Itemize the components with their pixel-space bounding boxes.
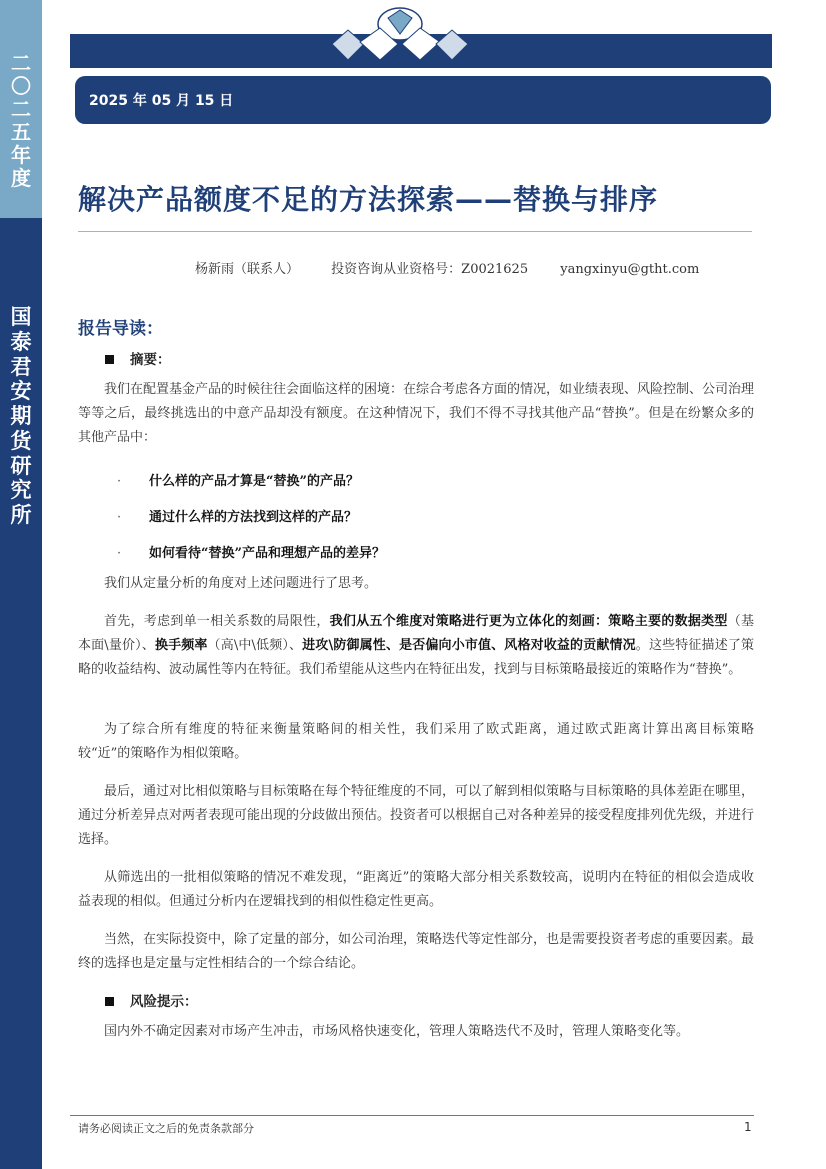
author-email[interactable]: yangxinyu@gtht.com	[560, 262, 700, 277]
sidebar-year-text	[0, 52, 42, 190]
sidebar-year-char: 度	[11, 166, 31, 190]
paragraph-intro: 我们在配置基金产品的时候往往会面临这样的困境：在综合考虑各方面的情况，如业绩表现、风险控制、公司治理等等之后，最终挑选出的中意产品却没有额度。在这种情况下，我们不得不寻找其他产品“替换”。但是在纷繁众多的其他产品中：	[78, 382, 755, 445]
date-banner	[75, 76, 771, 124]
qualification-number: 投资咨询从业资格号：Z0021625	[331, 262, 529, 277]
paragraph-five-dimensions	[78, 610, 754, 682]
bullet-text: 如何看待“替换”产品和理想产品的差异？	[149, 546, 385, 561]
p3-text: （高\中\低频）、	[207, 638, 303, 653]
bullet-item	[117, 470, 359, 489]
sidebar-institute-char: 君	[10, 354, 32, 379]
disclaimer-note: 请务必阅读正文之后的免责条款部分	[78, 1122, 254, 1135]
p3-text: 。这些特征描述了策略的收益结构、波动属性等内在特征。我们希望能从这些内在特征出发，找到与目标策略最接近的策略作为“替换”。	[78, 638, 754, 677]
p3-text: （基本面\量价）、	[78, 614, 754, 653]
paragraph-euclidean: 为了综合所有维度的特征来衡量策略间的相关性，我们采用了欧式距离，通过欧式距离计算出离目标策略较“近”的策略作为相似策略。	[78, 722, 754, 761]
author-line	[195, 258, 727, 277]
p3-bold: 换手频率	[154, 638, 208, 653]
report-title: 解决产品额度不足的方法探索——替换与排序	[78, 183, 659, 216]
bullet-item	[117, 542, 385, 561]
sidebar-institute-char: 货	[10, 428, 32, 453]
report-date: 2025 年 05 月 15 日	[89, 93, 234, 109]
paragraph-qualitative: 当然，在实际投资中，除了定量的部分，如公司治理，策略迭代等定性部分，也是需要投资者考虑的重要因素。最终的选择也是定量与定性相结合的一个综合结论。	[78, 932, 755, 971]
summary-heading	[105, 348, 171, 368]
diamond-logo-icon	[330, 4, 470, 62]
sidebar-institute-char: 期	[10, 404, 32, 429]
paragraph-risk: 国内外不确定因素对市场产生冲击，市场风格快速变化，管理人策略迭代不及时，管理人策略变化等。	[104, 1024, 690, 1039]
square-bullet-icon	[105, 355, 114, 364]
sidebar-institute-char: 究	[10, 478, 32, 503]
title-divider	[78, 231, 752, 232]
p3-bold: 我们从五个维度对策略进行更为立体化的刻画：策略主要的数据类型	[329, 614, 728, 629]
author-name: 杨新雨（联系人）	[195, 262, 300, 277]
summary-heading-text: 摘要：	[130, 352, 171, 368]
bullet-dot: ·	[117, 546, 122, 561]
bullet-dot: ·	[117, 474, 122, 489]
bullet-text: 什么样的产品才算是“替换”的产品？	[149, 474, 359, 489]
p3-bold: 进攻\防御属性、是否偏向小市值、风格对收益的贡献情况	[302, 638, 636, 653]
bullet-dot: ·	[117, 510, 122, 525]
footer-divider	[70, 1115, 754, 1116]
sidebar-year-char: 五	[11, 120, 31, 144]
sidebar-year-char: 年	[11, 143, 31, 167]
sidebar-year-char: 二	[11, 97, 31, 121]
sidebar-institute-char: 泰	[10, 329, 32, 354]
sidebar-institute-char: 安	[10, 379, 32, 404]
p3-text: 首先，考虑到单一相关系数的局限性，	[104, 614, 330, 629]
sidebar-institute-char: 研	[10, 453, 32, 478]
sidebar-institute-char: 国	[10, 305, 32, 329]
page-number: 1	[744, 1120, 752, 1134]
paragraph-findings: 从筛选出的一批相似策略的情况不难发现，“距离近”的策略大部分相关系数较高，说明内在特征的相似会造成收益表现的相似。但通过分析内在逻辑找到的相似性稳定性更高。	[78, 870, 754, 909]
bullet-item	[117, 506, 357, 525]
section-title-guide: 报告导读：	[78, 319, 163, 339]
sidebar-year-char: 二	[11, 51, 31, 75]
paragraph-method-intro: 我们从定量分析的角度对上述问题进行了思考。	[104, 576, 378, 591]
sidebar-institute-text	[0, 305, 42, 528]
paragraph-comparison: 最后，通过对比相似策略与目标策略在每个特征维度的不同，可以了解到相似策略与目标策略的具体差距在哪里，通过分析差异点对两者表现可能出现的分歧做出预估。投资者可以根据自己对各种差异的接受程度排列优先级，并进行选择。	[78, 784, 755, 847]
bullet-text: 通过什么样的方法找到这样的产品？	[149, 510, 358, 525]
sidebar-year-char: 〇	[11, 74, 31, 98]
risk-heading	[105, 990, 198, 1010]
square-bullet-icon	[105, 997, 114, 1006]
sidebar-institute-char: 所	[10, 503, 32, 528]
risk-heading-text: 风险提示：	[130, 994, 198, 1010]
